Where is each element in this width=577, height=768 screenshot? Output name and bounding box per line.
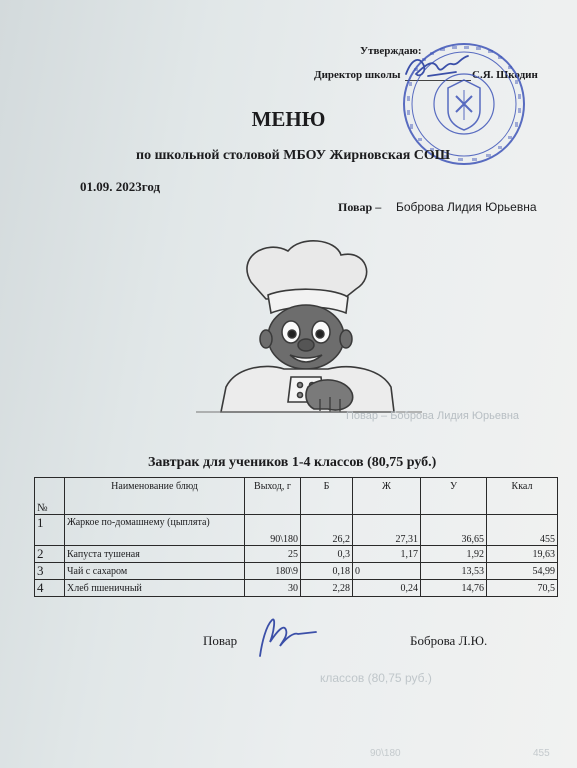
show-through-text: классов (80,75 руб.) [320, 671, 432, 685]
row-number: 1 [35, 515, 65, 546]
footer-cook-name: Боброва Л.Ю. [410, 633, 488, 648]
dish-protein: 26,2 [301, 515, 353, 546]
header-protein: Б [301, 478, 353, 515]
header-fat: Ж [353, 478, 421, 515]
dish-protein: 0,18 [301, 563, 353, 580]
dish-protein: 0,3 [301, 546, 353, 563]
dish-carbs: 14,76 [421, 580, 487, 597]
show-through-text: Повар – Боброва Лидия Юрьевна [346, 410, 520, 422]
director-signature [398, 48, 478, 88]
dish-fat: 0,24 [353, 580, 421, 597]
header-number: № [35, 478, 65, 515]
header-yield: Выход, г [245, 478, 301, 515]
cook-label: Повар – [338, 200, 382, 214]
director-name: С.Я. Шкодин [472, 69, 538, 81]
page-subtitle: по школьной столовой МБОУ Жирновская СОШ [136, 148, 451, 163]
dish-protein: 2,28 [301, 580, 353, 597]
header-carbs: У [421, 478, 487, 515]
table-row [35, 563, 558, 580]
dish-name: Хлеб пшеничный [65, 580, 245, 597]
dish-carbs: 13,53 [421, 563, 487, 580]
dish-kcal: 54,99 [487, 563, 558, 580]
dish-yield: 25 [245, 546, 301, 563]
dish-yield: 90\180 [245, 515, 301, 546]
header-kcal: Ккал [487, 478, 558, 515]
dish-name: Чай с сахаром [65, 563, 245, 580]
cook-signature [250, 612, 320, 664]
row-number: 4 [35, 580, 65, 597]
row-number: 2 [35, 546, 65, 563]
table-row [35, 546, 558, 563]
dish-yield: 180\9 [245, 563, 301, 580]
dish-yield: 30 [245, 580, 301, 597]
dish-kcal: 455 [487, 515, 558, 546]
dish-fat: 0 [353, 563, 421, 580]
menu-table [34, 477, 558, 597]
meal-title: Завтрак для учеников 1-4 классов (80,75 руб.) [148, 455, 437, 470]
approval-label: Утверждаю: [360, 45, 422, 57]
header-dish-name: Наименование блюд [65, 478, 245, 515]
dish-fat: 1,17 [353, 546, 421, 563]
dish-carbs: 1,92 [421, 546, 487, 563]
dish-name: Жаркое по-домашнему (цыплята) [65, 515, 245, 546]
show-through-text: 90\180 [370, 748, 401, 759]
dish-fat: 27,31 [353, 515, 421, 546]
row-number: 3 [35, 563, 65, 580]
chef-illustration [196, 237, 422, 427]
dish-name: Капуста тушеная [65, 546, 245, 563]
table-header-row [35, 478, 558, 515]
page-title: МЕНЮ [251, 107, 326, 131]
show-through-text: 455 [533, 748, 550, 759]
dish-kcal: 19,63 [487, 546, 558, 563]
dish-kcal: 70,5 [487, 580, 558, 597]
dish-carbs: 36,65 [421, 515, 487, 546]
table-row [35, 580, 558, 597]
menu-date: 01.09. 2023год [80, 179, 161, 194]
footer-cook-label: Повар [203, 633, 238, 648]
director-label: Директор школы [314, 69, 401, 81]
cook-name: Боброва Лидия Юрьевна [396, 200, 537, 214]
table-row [35, 515, 558, 546]
